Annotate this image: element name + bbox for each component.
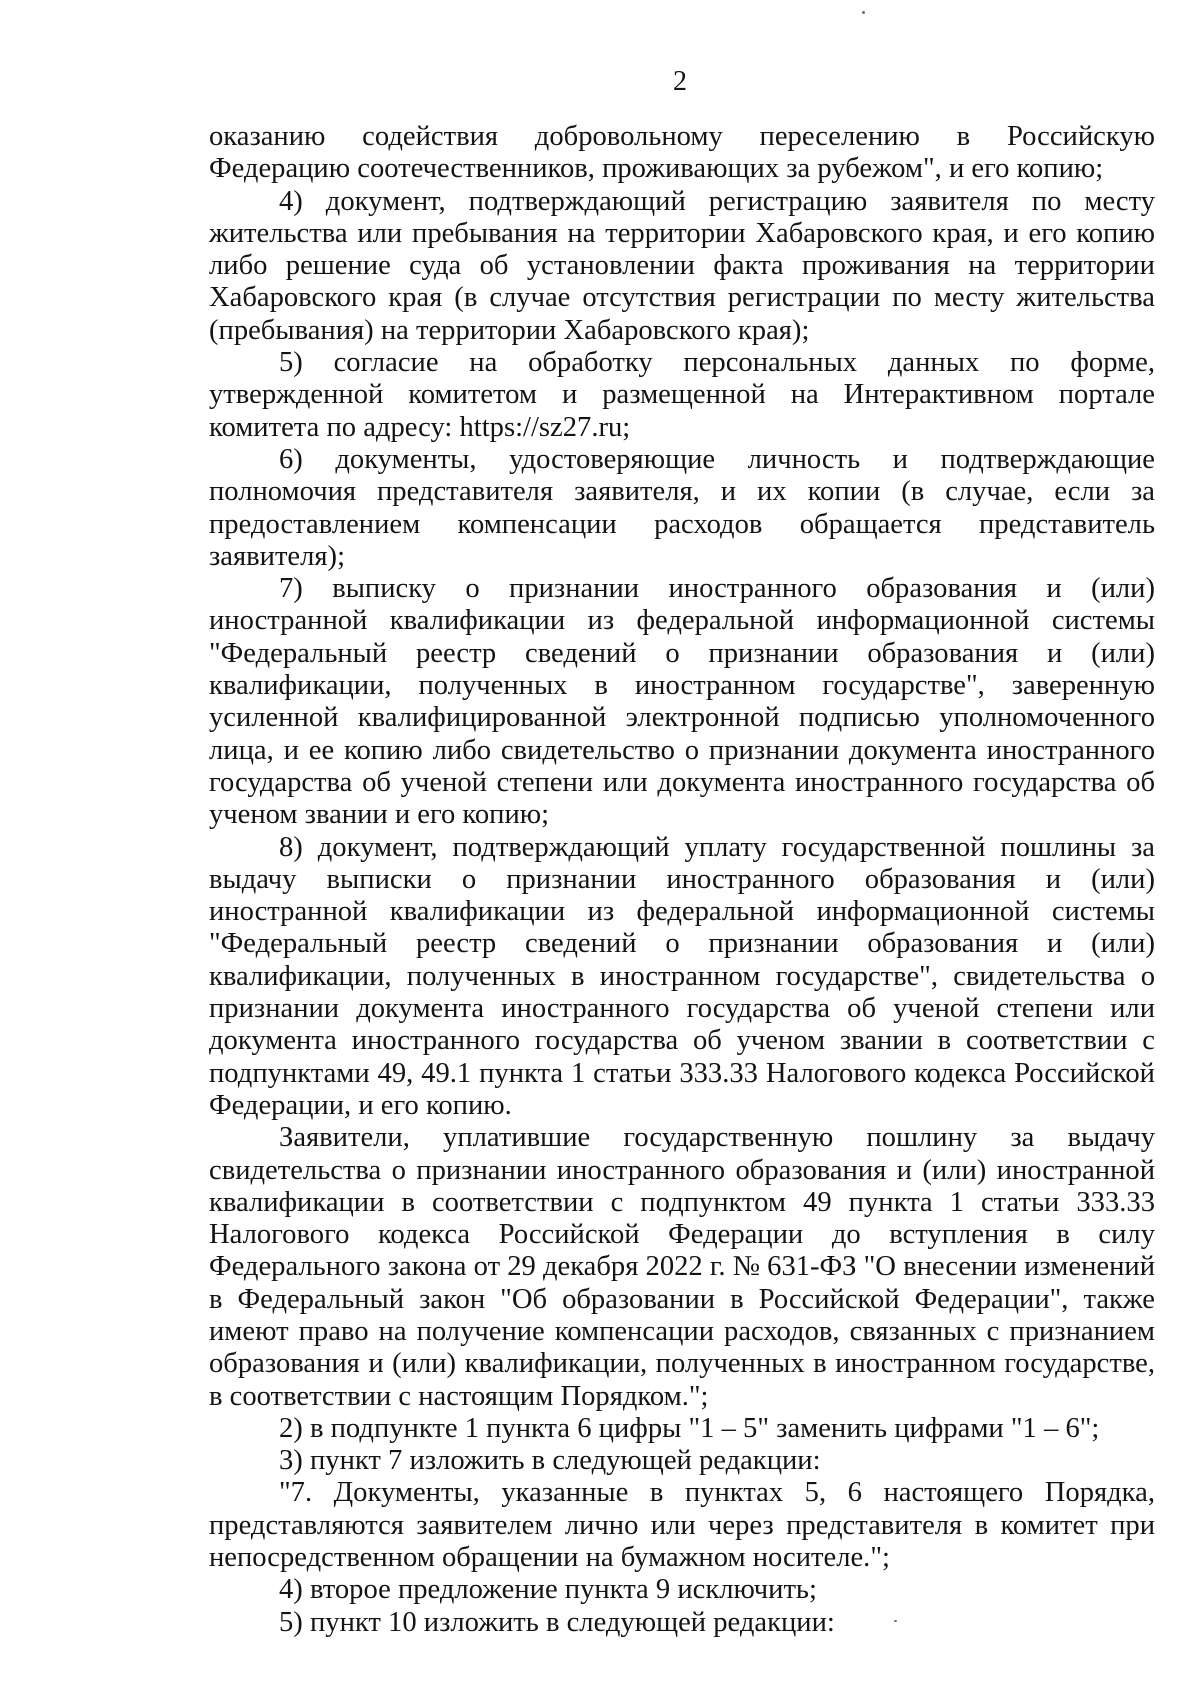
paragraph-item-4: 4) документ, подтверждающий регистрацию заявителя по месту жительства или пребывания на территории Хабаровского края, и его копию либо решение суда об установлении факта проживания на территории Хабаровского края (в случае отсутствия регистрации по месту жительства (пребывания) на территории Хабаровского края); (209, 185, 1155, 346)
paragraph-item-7: 7) выписку о признании иностранного образования и (или) иностранной квалификации из федеральной информационной системы "Федеральный реестр сведений о признании образования и (или) квалификации, полученных в иностранном государстве", заверенную усиленной квалифицированной электронной подписью уполномоченного лица, и ее копию либо свидетельство о признании документа иностранного государства об ученой степени или документа иностранного государства об ученом звании и его копию; (209, 573, 1155, 831)
paragraph-amendment-2: 2) в подпункте 1 пункта 6 цифры "1 – 5" заменить цифрами "1 – 6"; (279, 1412, 1100, 1444)
document-body (209, 121, 1155, 1639)
paragraph-item-6: 6) документы, удостоверяющие личность и подтверждающие полномочия представителя заявителя, и их копии (в случае, если за предоставлением компенсации расходов обращается представитель заявителя); (209, 443, 1155, 572)
paragraph-point-7-text: "7. Документы, указанные в пунктах 5, 6 настоящего Порядка, представляются заявителем лично или через представителя в комитет при непосредственном обращении на бумажном носителе."; (209, 1477, 1155, 1574)
paragraph-amendment-5: 5) пункт 10 изложить в следующей редакции: (279, 1606, 835, 1638)
paragraph-continuation: оказанию содействия добровольному переселению в Российскую Федерацию соотечественников, проживающих за рубежом", и его копию; (209, 121, 1155, 185)
paragraph-amendment-3: 3) пункт 7 изложить в следующей редакции: (279, 1445, 821, 1477)
paragraph-amendment-4: 4) второе предложение пункта 9 исключить; (279, 1574, 817, 1606)
page-number: 2 (673, 66, 687, 97)
paragraph-applicants: Заявители, уплатившие государственную пошлину за выдачу свидетельства о признании иностранного образования и (или) иностранной квалификации в соответствии с подпунктом 49 пункта 1 статьи 333.33 Налогового кодекса Российской Федерации до вступления в силу Федерального закона от 29 декабря 2022 г. № 631-ФЗ "О внесении изменений в Федеральный закон "Об образовании в Российской Федерации", также имеют право на получение компенсации расходов, связанных с признанием образования и (или) квалификации, полученных в иностранном государстве, в соответствии с настоящим Порядком."; (209, 1122, 1155, 1412)
paragraph-item-5: 5) согласие на обработку персональных данных по форме, утвержденной комитетом и размещенной на Интерактивном портале комитета по адресу: https://sz27.ru; (209, 347, 1155, 443)
paragraph-item-8: 8) документ, подтверждающий уплату государственной пошлины за выдачу выписки о признании иностранного образования и (или) иностранной квалификации из федеральной информационной системы "Федеральный реестр сведений о признании образования и (или) квалификации, полученных в иностранном государстве", свидетельства о признании документа иностранного государства об ученой степени или документа иностранного государства об ученом звании в соответствии с подпунктами 49, 49.1 пункта 1 статьи 333.33 Налогового кодекса Российской Федерации, и его копию. (209, 831, 1155, 1121)
scan-speck (862, 11, 865, 14)
scan-speck (894, 1620, 897, 1622)
